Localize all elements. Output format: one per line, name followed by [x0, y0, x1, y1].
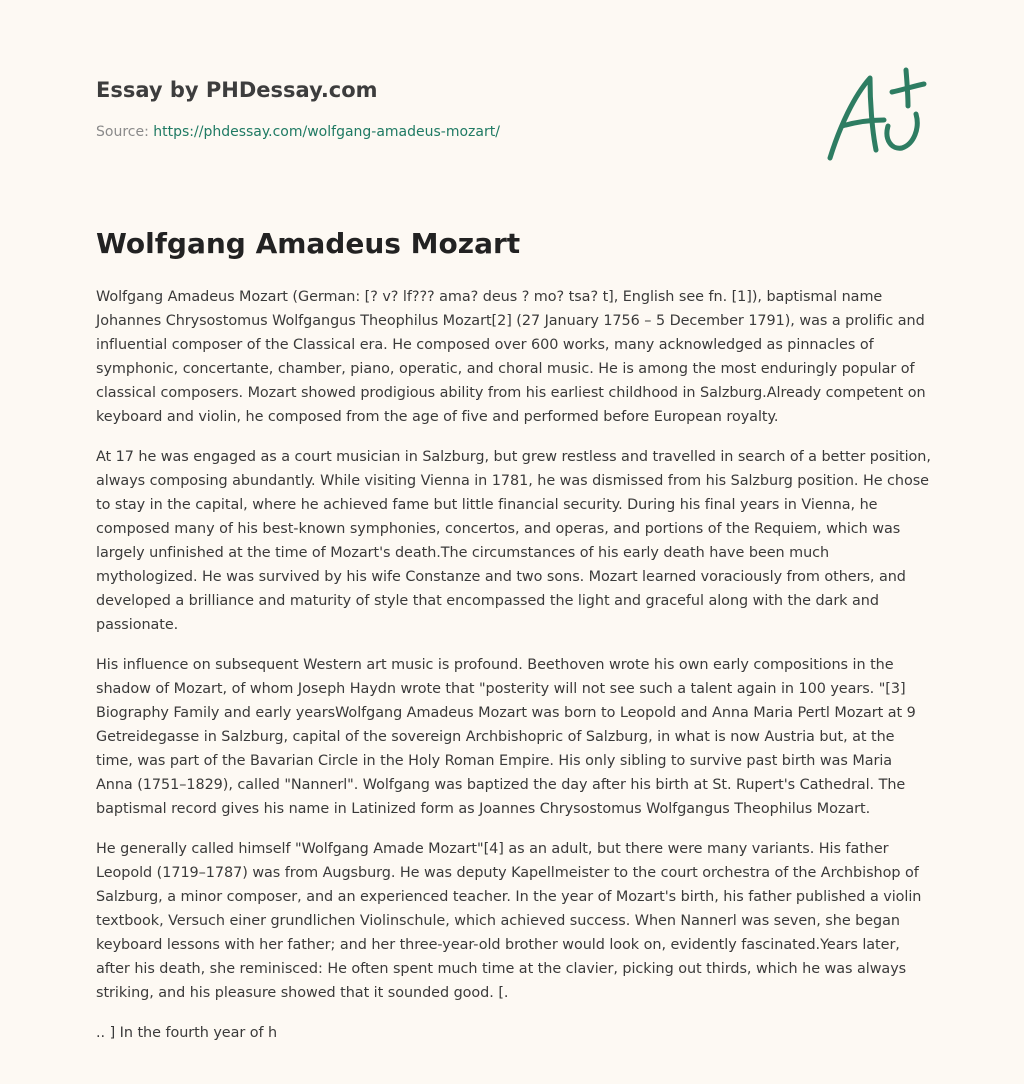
site-header: [96, 76, 696, 142]
source-label: Source:: [96, 124, 154, 140]
a-plus-logo-icon: [822, 64, 932, 164]
site-brand: Essay by PHDessay.com: [96, 78, 378, 102]
paragraph: He generally called himself "Wolfgang Amade Mozart"[4] as an adult, but there were many variants. His father Leopold (1719–1787) was from Augsburg. He was deputy Kapellmeister to the court orchestra of the Archbishop of Salzburg, a minor composer, and an experienced teacher. In the year of Mozart's birth, his father published a violin textbook, Versuch einer grundlichen Violinschule, which achieved success. When Nannerl was seven, she began keyboard lessons with her father; and her three-year-old brother would look on, evidently fascinated.Years later, after his death, she reminisced: He often spent much time at the clavier, picking out thirds, which he was always striking, and his pleasure showed that it sounded good. [.: [96, 841, 922, 1001]
essay-body: [96, 285, 932, 1061]
paragraph: Wolfgang Amadeus Mozart (German: [? v? lf??? ama? deus ? mo? tsa? t], English see fn. [1]), baptismal name Johannes Chrysostomus Wolfgangus Theophilus Mozart[2] (27 January 1756 – 5 December 1791), was a prolific and influential composer of the Classical era. He composed over 600 works, many acknowledged as pinnacles of symphonic, concertante, chamber, piano, operatic, and choral music. He is among the most enduringly popular of classical composers. Mozart showed prodigious ability from his earliest childhood in Salzburg.Already competent on keyboard and violin, he composed from the age of five and performed before European royalty.: [96, 289, 926, 425]
paragraph: At 17 he was engaged as a court musician in Salzburg, but grew restless and travelled in search of a better position, always composing abundantly. While visiting Vienna in 1781, he was dismissed from his Salzburg position. He chose to stay in the capital, where he achieved fame but little financial security. During his final years in Vienna, he composed many of his best-known symphonies, concertos, and operas, and portions of the Requiem, which was largely unfinished at the time of Mozart's death.The circumstances of his early death have been much mythologized. He was survived by his wife Constanze and two sons. Mozart learned voraciously from others, and developed a brilliance and maturity of style that encompassed the light and graceful along with the dark and passionate.: [96, 449, 931, 633]
essay-title: Wolfgang Amadeus Mozart: [96, 227, 521, 260]
source-link[interactable]: https://phdessay.com/wolfgang-amadeus-mozart/: [153, 124, 500, 140]
paragraph: .. ] In the fourth year of h: [96, 1025, 278, 1041]
source-line: [96, 122, 696, 142]
paragraph: His influence on subsequent Western art music is profound. Beethoven wrote his own early compositions in the shadow of Mozart, of whom Joseph Haydn wrote that "posterity will not see such a talent again in 100 years. "[3] Biography Family and early yearsWolfgang Amadeus Mozart was born to Leopold and Anna Maria Pertl Mozart at 9 Getreidegasse in Salzburg, capital of the sovereign Archbishopric of Salzburg, in what is now Austria but, at the time, was part of the Bavarian Circle in the Holy Roman Empire. His only sibling to survive past birth was Maria Anna (1751–1829), called "Nannerl". Wolfgang was baptized the day after his birth at St. Rupert's Cathedral. The baptismal record gives his name in Latinized form as Joannes Chrysostomus Wolfgangus Theophilus Mozart.: [96, 657, 916, 817]
